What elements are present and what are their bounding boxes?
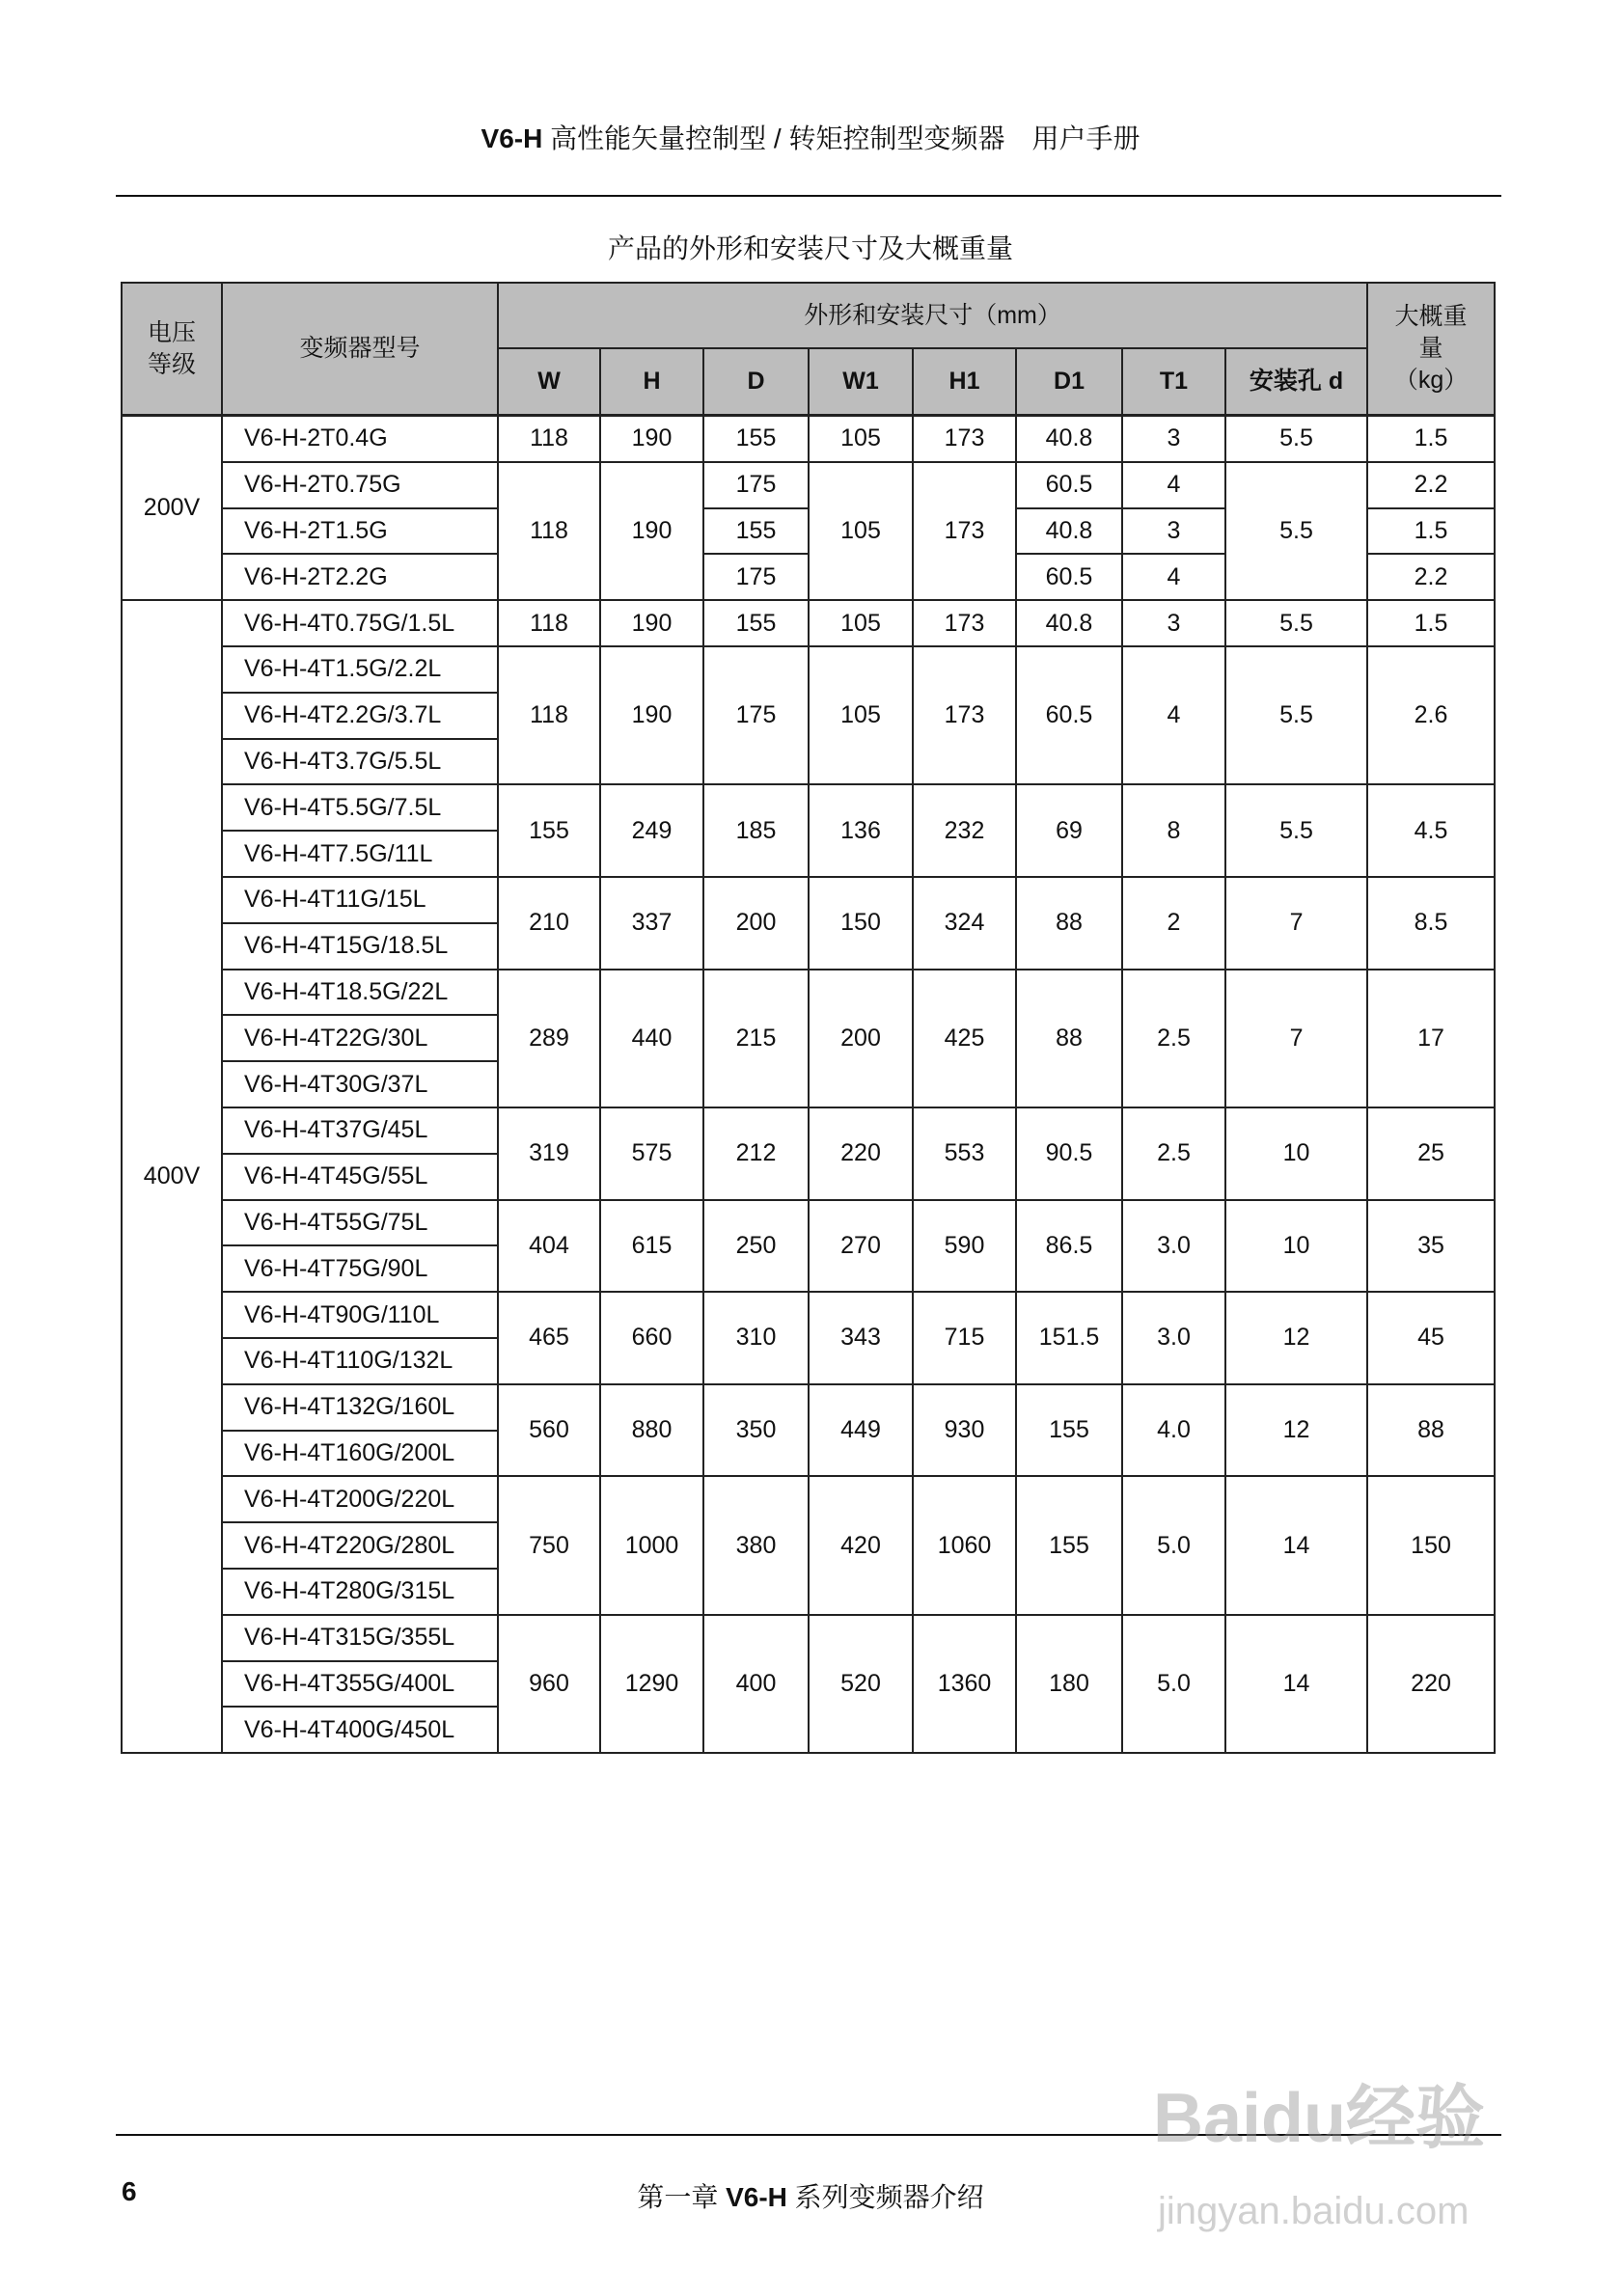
value-cell: 465 bbox=[498, 1292, 600, 1384]
model-cell: V6-H-4T11G/15L bbox=[222, 877, 498, 923]
value-cell: 232 bbox=[913, 784, 1016, 877]
value-cell: 343 bbox=[809, 1292, 913, 1384]
value-cell: 5.0 bbox=[1122, 1615, 1225, 1753]
value-cell: 175 bbox=[703, 462, 809, 508]
header-dim-2: D bbox=[703, 348, 809, 416]
header-product: V6-H bbox=[481, 123, 543, 153]
model-cell: V6-H-2T2.2G bbox=[222, 554, 498, 600]
value-cell: 2.2 bbox=[1367, 462, 1495, 508]
value-cell: 324 bbox=[913, 877, 1016, 970]
value-cell: 310 bbox=[703, 1292, 809, 1384]
value-cell: 5.0 bbox=[1122, 1476, 1225, 1614]
value-cell: 86.5 bbox=[1016, 1200, 1122, 1293]
value-cell: 3 bbox=[1122, 600, 1225, 646]
value-cell: 200 bbox=[809, 970, 913, 1107]
value-cell: 90.5 bbox=[1016, 1107, 1122, 1200]
model-cell: V6-H-4T132G/160L bbox=[222, 1384, 498, 1431]
table-row bbox=[122, 1107, 1495, 1154]
table-row bbox=[122, 462, 1495, 508]
value-cell: 5.5 bbox=[1225, 600, 1367, 646]
value-cell: 155 bbox=[1016, 1476, 1122, 1614]
table-row bbox=[122, 646, 1495, 693]
model-cell: V6-H-4T18.5G/22L bbox=[222, 970, 498, 1016]
model-cell: V6-H-2T0.4G bbox=[222, 416, 498, 462]
value-cell: 8 bbox=[1122, 784, 1225, 877]
model-cell: V6-H-4T400G/450L bbox=[222, 1707, 498, 1753]
value-cell: 2.6 bbox=[1367, 646, 1495, 784]
header-model: 变频器型号 bbox=[222, 283, 498, 416]
value-cell: 173 bbox=[913, 600, 1016, 646]
value-cell: 105 bbox=[809, 600, 913, 646]
value-cell: 212 bbox=[703, 1107, 809, 1200]
chapter-product: V6-H bbox=[726, 2182, 787, 2212]
value-cell: 155 bbox=[1016, 1384, 1122, 1477]
value-cell: 175 bbox=[703, 554, 809, 600]
model-cell: V6-H-4T0.75G/1.5L bbox=[222, 600, 498, 646]
value-cell: 180 bbox=[1016, 1615, 1122, 1753]
header-dim-1: H bbox=[600, 348, 703, 416]
value-cell: 425 bbox=[913, 970, 1016, 1107]
model-cell: V6-H-4T5.5G/7.5L bbox=[222, 784, 498, 831]
value-cell: 105 bbox=[809, 646, 913, 784]
value-cell: 400 bbox=[703, 1615, 809, 1753]
value-cell: 289 bbox=[498, 970, 600, 1107]
value-cell: 250 bbox=[703, 1200, 809, 1293]
table-row bbox=[122, 1476, 1495, 1522]
table-row bbox=[122, 1292, 1495, 1338]
value-cell: 40.8 bbox=[1016, 508, 1122, 555]
value-cell: 10 bbox=[1225, 1107, 1367, 1200]
value-cell: 40.8 bbox=[1016, 416, 1122, 462]
value-cell: 118 bbox=[498, 600, 600, 646]
value-cell: 14 bbox=[1225, 1476, 1367, 1614]
value-cell: 4.0 bbox=[1122, 1384, 1225, 1477]
value-cell: 25 bbox=[1367, 1107, 1495, 1200]
value-cell: 155 bbox=[703, 508, 809, 555]
table-row bbox=[122, 1384, 1495, 1431]
model-cell: V6-H-2T0.75G bbox=[222, 462, 498, 508]
value-cell: 1290 bbox=[600, 1615, 703, 1753]
table-title: 产品的外形和安装尺寸及大概重量 bbox=[607, 233, 1013, 263]
value-cell: 8.5 bbox=[1367, 877, 1495, 970]
page-number: 6 bbox=[122, 2176, 137, 2206]
value-cell: 12 bbox=[1225, 1292, 1367, 1384]
value-cell: 590 bbox=[913, 1200, 1016, 1293]
model-cell: V6-H-4T15G/18.5L bbox=[222, 923, 498, 970]
value-cell: 2.2 bbox=[1367, 554, 1495, 600]
value-cell: 173 bbox=[913, 416, 1016, 462]
model-cell: V6-H-4T3.7G/5.5L bbox=[222, 739, 498, 785]
table-row bbox=[122, 970, 1495, 1016]
value-cell: 88 bbox=[1016, 877, 1122, 970]
value-cell: 10 bbox=[1225, 1200, 1367, 1293]
value-cell: 449 bbox=[809, 1384, 913, 1477]
value-cell: 5.5 bbox=[1225, 416, 1367, 462]
chapter-prefix: 第一章 bbox=[637, 2182, 727, 2212]
value-cell: 3.0 bbox=[1122, 1292, 1225, 1384]
header-rule bbox=[116, 195, 1501, 197]
dimensions-table bbox=[121, 282, 1496, 1754]
value-cell: 1000 bbox=[600, 1476, 703, 1614]
table-row bbox=[122, 877, 1495, 923]
value-cell: 105 bbox=[809, 462, 913, 600]
value-cell: 750 bbox=[498, 1476, 600, 1614]
value-cell: 40.8 bbox=[1016, 600, 1122, 646]
value-cell: 215 bbox=[703, 970, 809, 1107]
value-cell: 575 bbox=[600, 1107, 703, 1200]
value-cell: 5.5 bbox=[1225, 462, 1367, 600]
value-cell: 118 bbox=[498, 462, 600, 600]
value-cell: 1360 bbox=[913, 1615, 1016, 1753]
value-cell: 60.5 bbox=[1016, 646, 1122, 784]
value-cell: 420 bbox=[809, 1476, 913, 1614]
value-cell: 175 bbox=[703, 646, 809, 784]
value-cell: 155 bbox=[498, 784, 600, 877]
value-cell: 118 bbox=[498, 646, 600, 784]
value-cell: 560 bbox=[498, 1384, 600, 1477]
value-cell: 150 bbox=[809, 877, 913, 970]
value-cell: 12 bbox=[1225, 1384, 1367, 1477]
value-cell: 105 bbox=[809, 416, 913, 462]
table-row bbox=[122, 784, 1495, 831]
model-cell: V6-H-2T1.5G bbox=[222, 508, 498, 555]
header-dimensions: 外形和安装尺寸（mm） bbox=[498, 283, 1367, 348]
value-cell: 319 bbox=[498, 1107, 600, 1200]
header-weight: 大概重量（kg） bbox=[1367, 283, 1495, 416]
value-cell: 155 bbox=[703, 600, 809, 646]
value-cell: 60.5 bbox=[1016, 462, 1122, 508]
value-cell: 3 bbox=[1122, 508, 1225, 555]
table-row bbox=[122, 1615, 1495, 1661]
header-dim-6: T1 bbox=[1122, 348, 1225, 416]
value-cell: 880 bbox=[600, 1384, 703, 1477]
value-cell: 520 bbox=[809, 1615, 913, 1753]
value-cell: 4.5 bbox=[1367, 784, 1495, 877]
value-cell: 190 bbox=[600, 462, 703, 600]
model-cell: V6-H-4T7.5G/11L bbox=[222, 831, 498, 877]
value-cell: 660 bbox=[600, 1292, 703, 1384]
model-cell: V6-H-4T220G/280L bbox=[222, 1522, 498, 1569]
value-cell: 440 bbox=[600, 970, 703, 1107]
value-cell: 715 bbox=[913, 1292, 1016, 1384]
value-cell: 173 bbox=[913, 646, 1016, 784]
value-cell: 615 bbox=[600, 1200, 703, 1293]
model-cell: V6-H-4T160G/200L bbox=[222, 1431, 498, 1477]
value-cell: 185 bbox=[703, 784, 809, 877]
value-cell: 3 bbox=[1122, 416, 1225, 462]
value-cell: 155 bbox=[703, 416, 809, 462]
value-cell: 35 bbox=[1367, 1200, 1495, 1293]
value-cell: 69 bbox=[1016, 784, 1122, 877]
value-cell: 150 bbox=[1367, 1476, 1495, 1614]
header-dim-0: W bbox=[498, 348, 600, 416]
value-cell: 960 bbox=[498, 1615, 600, 1753]
value-cell: 7 bbox=[1225, 877, 1367, 970]
value-cell: 4 bbox=[1122, 462, 1225, 508]
model-cell: V6-H-4T110G/132L bbox=[222, 1338, 498, 1384]
value-cell: 380 bbox=[703, 1476, 809, 1614]
header-title: 高性能矢量控制型 / 转矩控制型变频器 用户手册 bbox=[542, 123, 1140, 153]
value-cell: 88 bbox=[1367, 1384, 1495, 1477]
value-cell: 220 bbox=[809, 1107, 913, 1200]
table-row bbox=[122, 600, 1495, 646]
baidu-watermark-logo: Baidu经验 bbox=[1153, 2080, 1486, 2157]
model-cell: V6-H-4T200G/220L bbox=[222, 1476, 498, 1522]
voltage-cell: 200V bbox=[122, 416, 222, 601]
value-cell: 88 bbox=[1016, 970, 1122, 1107]
table-row bbox=[122, 1200, 1495, 1246]
value-cell: 7 bbox=[1225, 970, 1367, 1107]
value-cell: 200 bbox=[703, 877, 809, 970]
header-dim-7: 安装孔 d bbox=[1225, 348, 1367, 416]
model-cell: V6-H-4T45G/55L bbox=[222, 1154, 498, 1200]
value-cell: 404 bbox=[498, 1200, 600, 1293]
model-cell: V6-H-4T1.5G/2.2L bbox=[222, 646, 498, 693]
value-cell: 173 bbox=[913, 462, 1016, 600]
value-cell: 1.5 bbox=[1367, 416, 1495, 462]
header-dim-5: D1 bbox=[1016, 348, 1122, 416]
model-cell: V6-H-4T37G/45L bbox=[222, 1107, 498, 1154]
value-cell: 3.0 bbox=[1122, 1200, 1225, 1293]
model-cell: V6-H-4T2.2G/3.7L bbox=[222, 693, 498, 739]
model-cell: V6-H-4T30G/37L bbox=[222, 1061, 498, 1107]
value-cell: 1060 bbox=[913, 1476, 1016, 1614]
model-cell: V6-H-4T22G/30L bbox=[222, 1015, 498, 1061]
table-row bbox=[122, 416, 1495, 462]
value-cell: 553 bbox=[913, 1107, 1016, 1200]
model-cell: V6-H-4T315G/355L bbox=[222, 1615, 498, 1661]
value-cell: 350 bbox=[703, 1384, 809, 1477]
value-cell: 136 bbox=[809, 784, 913, 877]
value-cell: 151.5 bbox=[1016, 1292, 1122, 1384]
value-cell: 210 bbox=[498, 877, 600, 970]
model-cell: V6-H-4T55G/75L bbox=[222, 1200, 498, 1246]
value-cell: 270 bbox=[809, 1200, 913, 1293]
value-cell: 4 bbox=[1122, 554, 1225, 600]
value-cell: 5.5 bbox=[1225, 646, 1367, 784]
value-cell: 118 bbox=[498, 416, 600, 462]
value-cell: 190 bbox=[600, 646, 703, 784]
value-cell: 1.5 bbox=[1367, 600, 1495, 646]
voltage-cell: 400V bbox=[122, 600, 222, 1753]
value-cell: 249 bbox=[600, 784, 703, 877]
value-cell: 2.5 bbox=[1122, 970, 1225, 1107]
baidu-watermark-url: jingyan.baidu.com bbox=[1158, 2190, 1470, 2232]
model-cell: V6-H-4T75G/90L bbox=[222, 1245, 498, 1292]
value-cell: 5.5 bbox=[1225, 784, 1367, 877]
value-cell: 2.5 bbox=[1122, 1107, 1225, 1200]
value-cell: 1.5 bbox=[1367, 508, 1495, 555]
value-cell: 17 bbox=[1367, 970, 1495, 1107]
value-cell: 190 bbox=[600, 600, 703, 646]
header-voltage: 电压等级 bbox=[122, 283, 222, 416]
value-cell: 14 bbox=[1225, 1615, 1367, 1753]
model-cell: V6-H-4T355G/400L bbox=[222, 1661, 498, 1708]
header-dim-4: H1 bbox=[913, 348, 1016, 416]
value-cell: 220 bbox=[1367, 1615, 1495, 1753]
model-cell: V6-H-4T280G/315L bbox=[222, 1569, 498, 1615]
value-cell: 190 bbox=[600, 416, 703, 462]
value-cell: 337 bbox=[600, 877, 703, 970]
value-cell: 2 bbox=[1122, 877, 1225, 970]
model-cell: V6-H-4T90G/110L bbox=[222, 1292, 498, 1338]
running-header bbox=[0, 118, 1621, 156]
header-dim-3: W1 bbox=[809, 348, 913, 416]
value-cell: 4 bbox=[1122, 646, 1225, 784]
chapter-suffix: 系列变频器介绍 bbox=[786, 2182, 984, 2212]
value-cell: 60.5 bbox=[1016, 554, 1122, 600]
value-cell: 930 bbox=[913, 1384, 1016, 1477]
value-cell: 45 bbox=[1367, 1292, 1495, 1384]
